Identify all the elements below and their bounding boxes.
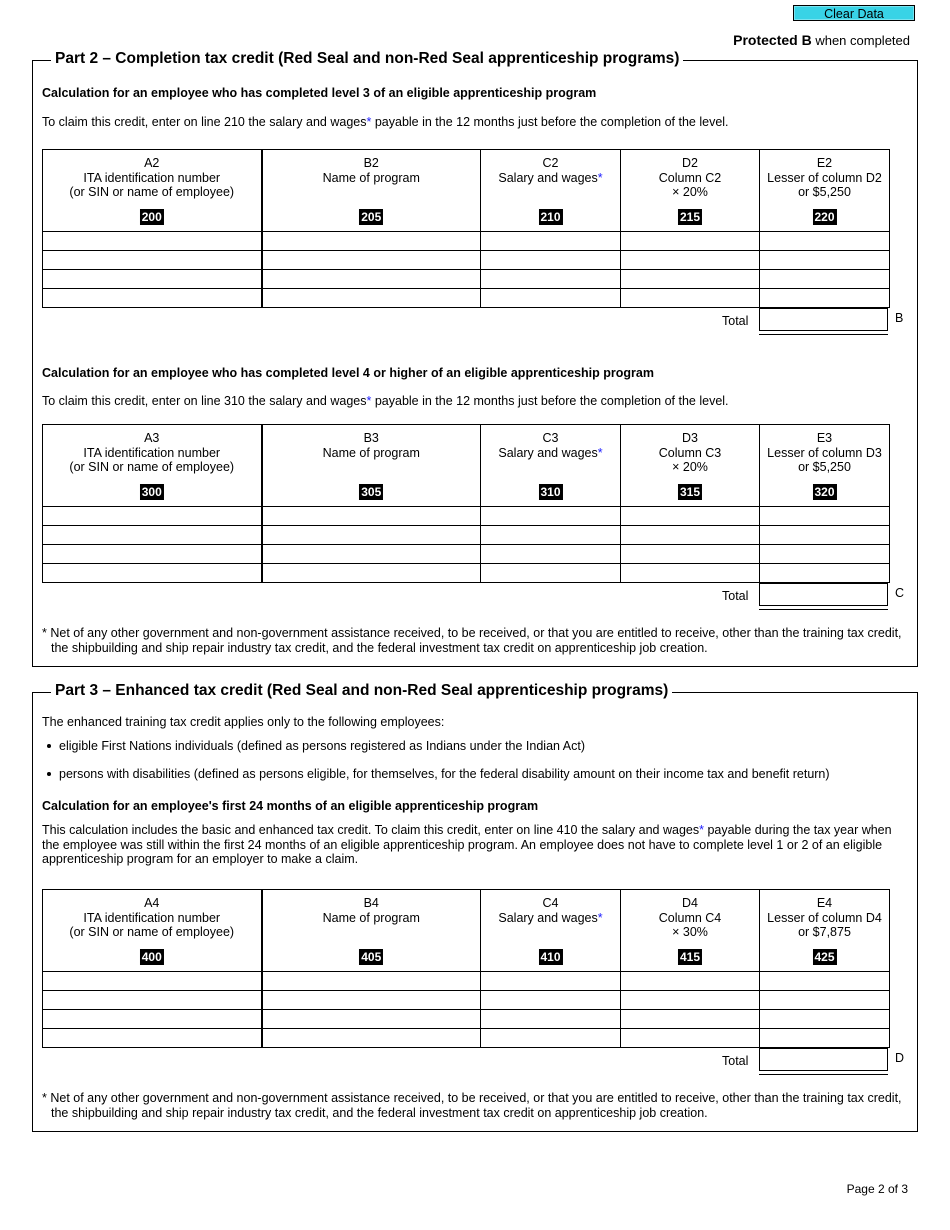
line-code: 320	[814, 485, 835, 499]
protected-b-rest: when completed	[815, 33, 910, 48]
clear-data-button[interactable]: Clear Data	[793, 5, 915, 21]
part2-sub1-table	[42, 149, 890, 308]
instruction-text: This calculation includes the basic and enhanced tax credit. To claim this credit, enter on line 410 the salary and wages	[42, 823, 700, 837]
input-cell[interactable]	[481, 270, 621, 289]
part2-sub2-heading: Calculation for an employee who has completed level 4 or higher of an eligible apprenticeship program	[42, 366, 654, 380]
page-number: Page 2 of 3	[846, 1182, 908, 1196]
col-label: × 20%	[672, 185, 708, 199]
col-id: E4	[816, 896, 833, 910]
input-cell[interactable]	[621, 232, 760, 251]
line-code: 210	[540, 210, 561, 224]
input-cell[interactable]	[43, 545, 262, 564]
col-label: Salary and wages	[498, 170, 598, 185]
col-label: Lesser of column D4	[767, 910, 882, 925]
input-cell[interactable]	[481, 251, 621, 270]
col-header-c2	[481, 150, 621, 232]
col-label: Name of program	[322, 910, 420, 925]
col-id: B3	[363, 431, 379, 445]
col-label: Salary and wages	[498, 910, 598, 925]
col-label: Lesser of column D3	[767, 445, 882, 460]
total-letter: C	[895, 586, 905, 600]
col-header-e4	[760, 890, 890, 972]
input-cell[interactable]	[43, 232, 262, 251]
col-header-a4	[43, 890, 262, 972]
col-id: A3	[144, 431, 160, 445]
input-cell[interactable]	[621, 251, 760, 270]
part2-sub1-heading: Calculation for an employee who has completed level 3 of an eligible apprenticeship program	[42, 86, 597, 100]
col-header-d4	[621, 890, 760, 972]
protected-b-bold: Protected B	[733, 32, 812, 48]
bullet-disabilities	[47, 767, 830, 781]
asterisk: *	[597, 170, 603, 185]
footnote-line: the shipbuilding and ship repair industry tax credit, and the federal investment tax credit on apprenticeship job creation.	[51, 640, 708, 655]
total-label: Total	[722, 1054, 749, 1068]
input-cell[interactable]	[43, 972, 262, 991]
line-code: 425	[814, 950, 835, 964]
line-code: 310	[540, 485, 561, 499]
part2-sub2-instruction	[42, 394, 902, 409]
input-cell[interactable]	[481, 991, 621, 1010]
table-row	[43, 507, 890, 526]
input-cell[interactable]	[262, 251, 481, 270]
col-header-b2	[262, 150, 481, 232]
col-id: C2	[542, 156, 559, 170]
input-cell[interactable]	[760, 526, 890, 545]
input-cell[interactable]	[481, 1010, 621, 1029]
col-label: Name of program	[322, 170, 420, 185]
col-label: Column C4	[658, 910, 722, 925]
input-cell[interactable]	[481, 289, 621, 308]
col-label: or $5,250	[798, 185, 851, 199]
footnote-line: * Net of any other government and non-government assistance received, to be received, or that you are entitled to receive, other than the training tax credit,	[42, 1091, 902, 1105]
input-cell[interactable]	[43, 289, 262, 308]
asterisk: *	[699, 823, 704, 837]
footnote-line: * Net of any other government and non-government assistance received, to be received, or that you are entitled to receive, other than the training tax credit,	[42, 626, 902, 640]
line-code: 215	[679, 210, 701, 224]
line-code: 305	[361, 485, 382, 499]
col-label: (or SIN or name of employee)	[69, 185, 235, 199]
part3-section	[32, 682, 918, 1132]
part2-sub2-table	[42, 424, 890, 583]
input-cell[interactable]	[262, 1010, 481, 1029]
input-cell[interactable]	[621, 972, 760, 991]
total-letter: D	[895, 1051, 905, 1065]
part2-sub1-instruction	[42, 115, 902, 130]
input-cell[interactable]	[760, 1029, 890, 1048]
asterisk: *	[366, 394, 372, 408]
bullet-dot	[47, 744, 51, 748]
instruction-text: To claim this credit, enter on line 310 the salary and wages	[42, 394, 367, 408]
input-cell[interactable]	[43, 507, 262, 526]
instruction-text: payable during the tax year when the employee was still within the first 24 months of an eligible apprenticeship program. An employee does not have to complete level 1 or 2 of an eligible apprenticeship program for an employer to make a claim.	[42, 823, 892, 866]
input-cell[interactable]	[621, 545, 760, 564]
line-code: 410	[540, 950, 561, 964]
table-row	[43, 991, 890, 1010]
col-label: Lesser of column D2	[767, 170, 882, 185]
asterisk: *	[597, 445, 603, 460]
input-cell[interactable]	[760, 1010, 890, 1029]
line-code: 315	[679, 485, 701, 499]
input-cell[interactable]	[760, 507, 890, 526]
table-row	[43, 251, 890, 270]
col-header-b3	[262, 425, 481, 507]
input-cell[interactable]	[760, 972, 890, 991]
col-id: E3	[816, 431, 833, 445]
input-cell[interactable]	[262, 526, 481, 545]
table-row	[43, 1010, 890, 1029]
col-label: or $5,250	[798, 460, 851, 474]
input-cell[interactable]	[621, 1029, 760, 1048]
table-row	[43, 972, 890, 991]
col-header-a3	[43, 425, 262, 507]
part3-title: Part 3 – Enhanced tax credit (Red Seal and non-Red Seal apprenticeship programs)	[51, 682, 672, 700]
input-cell[interactable]	[43, 1010, 262, 1029]
input-cell[interactable]	[621, 564, 760, 583]
input-cell[interactable]	[43, 270, 262, 289]
col-label: Column C2	[658, 170, 722, 185]
table-row	[43, 289, 890, 308]
input-cell[interactable]	[43, 991, 262, 1010]
input-cell[interactable]	[621, 507, 760, 526]
input-cell[interactable]	[621, 270, 760, 289]
input-cell[interactable]	[262, 545, 481, 564]
col-header-a2	[43, 150, 262, 232]
total-letter: B	[895, 311, 904, 325]
col-id: E2	[816, 156, 833, 170]
col-label: Name of program	[322, 445, 420, 460]
input-cell[interactable]	[481, 232, 621, 251]
input-cell[interactable]	[262, 507, 481, 526]
input-cell[interactable]	[481, 1029, 621, 1048]
bullet-text: persons with disabilities (defined as persons eligible, for themselves, for the federal disability amount on their income tax and benefit return)	[59, 767, 830, 781]
total-d-field[interactable]	[759, 1047, 888, 1071]
col-label: (or SIN or name of employee)	[69, 925, 235, 939]
col-label: (or SIN or name of employee)	[69, 460, 235, 474]
table-row	[43, 564, 890, 583]
col-id: A4	[144, 896, 160, 910]
input-cell[interactable]	[481, 564, 621, 583]
line-code: 405	[361, 950, 382, 964]
input-cell[interactable]	[262, 270, 481, 289]
input-cell[interactable]	[262, 1029, 481, 1048]
input-cell[interactable]	[481, 526, 621, 545]
input-cell[interactable]	[760, 991, 890, 1010]
col-id: D2	[682, 156, 698, 170]
input-cell[interactable]	[43, 251, 262, 270]
input-cell[interactable]	[43, 1029, 262, 1048]
col-id: D4	[682, 896, 698, 910]
line-code: 200	[141, 210, 162, 224]
total-label: Total	[722, 314, 749, 328]
line-code: 300	[141, 485, 162, 499]
col-label: × 20%	[672, 460, 708, 474]
input-cell[interactable]	[621, 289, 760, 308]
asterisk: *	[597, 910, 603, 925]
input-cell[interactable]	[43, 526, 262, 545]
input-cell[interactable]	[760, 251, 890, 270]
bullet-first-nations	[47, 739, 585, 753]
bullet-text: eligible First Nations individuals (defined as persons registered as Indians under the Indian Act)	[59, 739, 585, 753]
input-cell[interactable]	[760, 564, 890, 583]
table-row	[43, 232, 890, 251]
input-cell[interactable]	[262, 232, 481, 251]
input-cell[interactable]	[760, 545, 890, 564]
col-id: A2	[144, 156, 160, 170]
input-cell[interactable]	[621, 526, 760, 545]
table-row	[43, 526, 890, 545]
part3-table	[42, 889, 890, 1048]
line-code: 205	[361, 210, 382, 224]
col-id: B4	[363, 896, 379, 910]
part3-instruction	[42, 823, 902, 867]
part2-footnote	[42, 626, 910, 655]
total-b-field[interactable]	[759, 307, 888, 331]
col-header-e2	[760, 150, 890, 232]
col-label: ITA identification number	[83, 170, 221, 185]
table-row	[43, 545, 890, 564]
input-cell[interactable]	[262, 564, 481, 583]
input-cell[interactable]	[621, 1010, 760, 1029]
col-header-d2	[621, 150, 760, 232]
protected-b-label	[733, 32, 910, 48]
col-label: or $7,875	[798, 925, 851, 939]
col-id: D3	[682, 431, 698, 445]
input-cell[interactable]	[481, 972, 621, 991]
input-cell[interactable]	[621, 991, 760, 1010]
part3-intro: The enhanced training tax credit applies only to the following employees:	[42, 715, 445, 729]
col-label: ITA identification number	[83, 445, 221, 460]
total-c-field[interactable]	[759, 582, 888, 606]
total-label: Total	[722, 589, 749, 603]
line-code: 220	[814, 210, 835, 224]
input-cell[interactable]	[481, 545, 621, 564]
col-header-c4	[481, 890, 621, 972]
part2-section	[32, 50, 918, 667]
footnote-line: the shipbuilding and ship repair industry tax credit, and the federal investment tax credit on apprenticeship job creation.	[51, 1105, 708, 1120]
col-header-b4	[262, 890, 481, 972]
part3-footnote	[42, 1091, 910, 1120]
input-cell[interactable]	[760, 289, 890, 308]
col-id: C3	[542, 431, 559, 445]
col-header-c3	[481, 425, 621, 507]
input-cell[interactable]	[262, 972, 481, 991]
col-label: Salary and wages	[498, 445, 598, 460]
line-code: 415	[679, 950, 701, 964]
input-cell[interactable]	[760, 270, 890, 289]
line-code: 400	[141, 950, 162, 964]
input-cell[interactable]	[481, 507, 621, 526]
col-header-e3	[760, 425, 890, 507]
col-header-d3	[621, 425, 760, 507]
part2-title: Part 2 – Completion tax credit (Red Seal and non-Red Seal apprenticeship programs)	[51, 50, 683, 68]
col-id: B2	[363, 156, 379, 170]
col-label: ITA identification number	[83, 910, 221, 925]
input-cell[interactable]	[262, 289, 481, 308]
part3-heading: Calculation for an employee's first 24 months of an eligible apprenticeship program	[42, 799, 539, 813]
col-id: C4	[542, 896, 559, 910]
col-label: Column C3	[658, 445, 722, 460]
input-cell[interactable]	[760, 232, 890, 251]
table-row	[43, 1029, 890, 1048]
instruction-text: payable in the 12 months just before the completion of the level.	[371, 394, 729, 408]
instruction-text: payable in the 12 months just before the completion of the level.	[371, 115, 729, 129]
table-row	[43, 270, 890, 289]
bullet-dot	[47, 772, 51, 776]
col-label: × 30%	[672, 925, 708, 939]
instruction-text: To claim this credit, enter on line 210 the salary and wages	[42, 115, 367, 129]
input-cell[interactable]	[262, 991, 481, 1010]
input-cell[interactable]	[43, 564, 262, 583]
asterisk: *	[366, 115, 372, 129]
